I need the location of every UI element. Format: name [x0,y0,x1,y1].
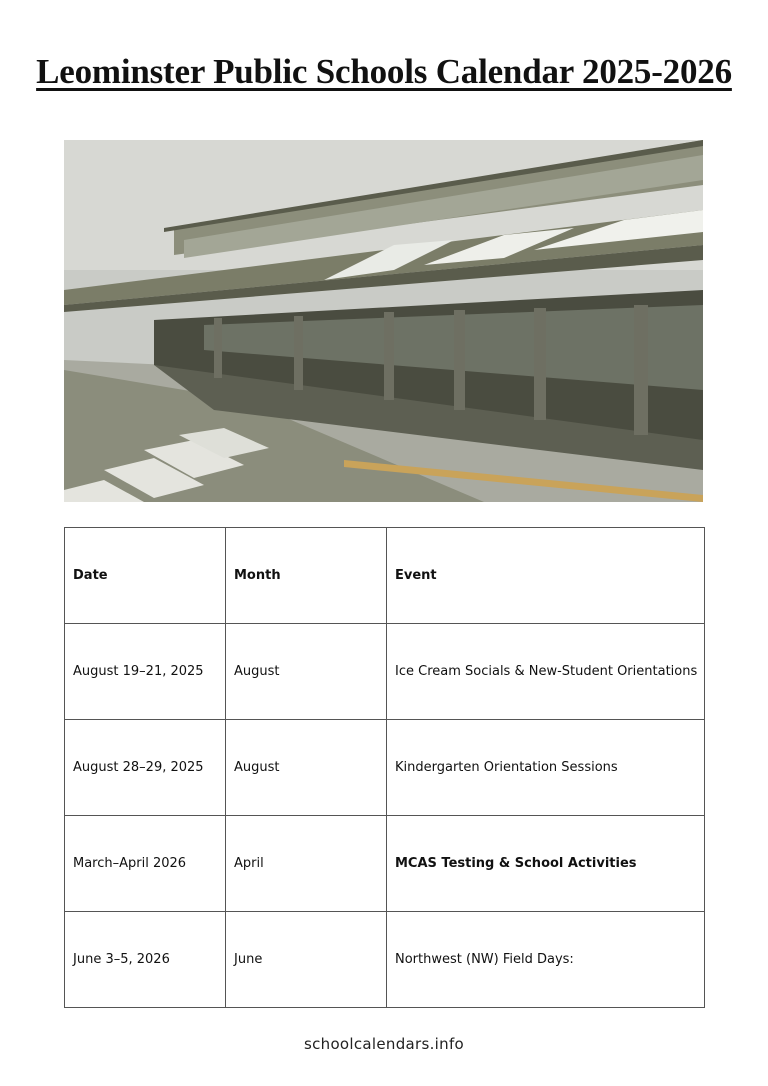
row-date: August 19–21, 2025 [65,624,226,720]
row-date: August 28–29, 2025 [65,720,226,816]
row-event: Ice Cream Socials & New-Student Orientations [387,624,705,720]
calendar-table [64,527,705,1008]
row-month: August [226,624,387,720]
table-row [65,816,705,912]
header-month: Month [226,528,387,624]
table-row [65,624,705,720]
table-header-row [65,528,705,624]
header-event: Event [387,528,705,624]
row-month: April [226,816,387,912]
row-event: MCAS Testing & School Activities [387,816,705,912]
row-date: June 3–5, 2026 [65,912,226,1008]
footer-site-link[interactable]: schoolcalendars.info [303,1035,465,1053]
row-month: August [226,720,387,816]
page-title: Leominster Public Schools Calendar 2025-2026 [36,52,732,91]
header-date: Date [65,528,226,624]
row-date: March–April 2026 [65,816,226,912]
table-row [65,720,705,816]
row-month: June [226,912,387,1008]
row-event: Kindergarten Orientation Sessions [387,720,705,816]
row-event: Northwest (NW) Field Days: [387,912,705,1008]
school-building-photo [64,140,703,502]
table-row [65,912,705,1008]
